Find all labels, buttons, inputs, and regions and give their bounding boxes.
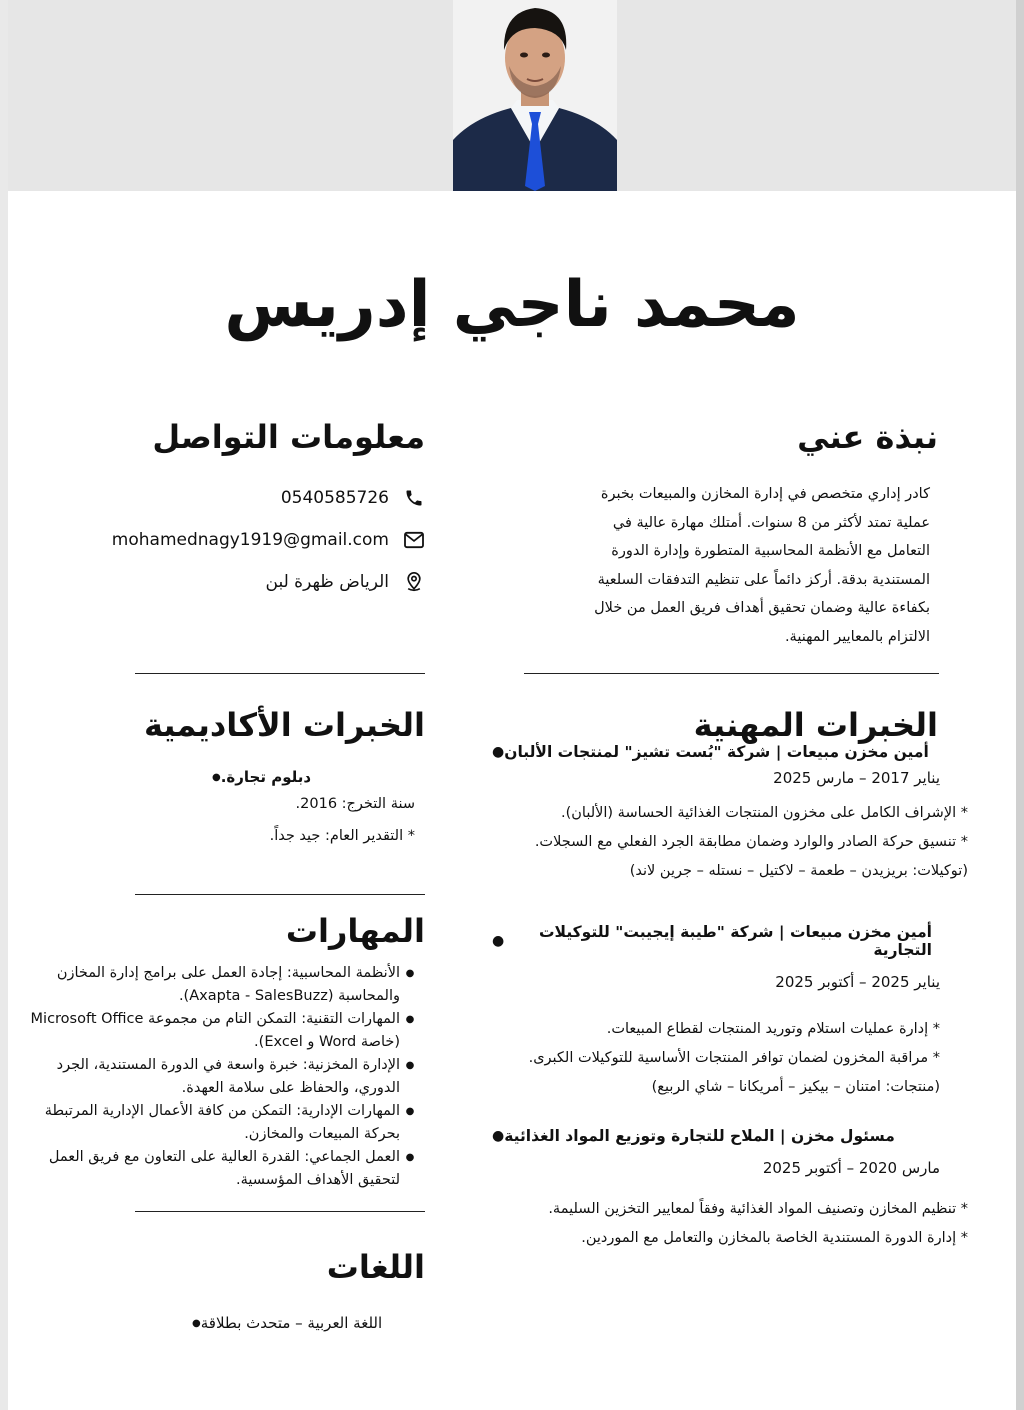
divider <box>135 894 425 895</box>
job-date: مارس 2020 – أكتوبر 2025 <box>762 1159 940 1177</box>
job-bullet: * تنظيم المخازن وتصنيف المواد الغذائية وفقاً لمعايير التخزين السليمة. <box>548 1201 968 1217</box>
skill-item: ● العمل الجماعي: القدرة العالية على التعاون مع فريق العمل لتحقيق الأهداف المؤسسية. <box>48 1149 415 1188</box>
about-line: بكفاءة عالية وضمان تحقيق أهداف فريق العمل من خلال <box>594 600 930 616</box>
job-entry <box>480 923 940 1102</box>
page-edge <box>1016 0 1024 1410</box>
job-bullets <box>480 799 968 886</box>
job-date: يناير 2025 – أكتوبر 2025 <box>775 973 940 991</box>
job-bullets <box>480 1015 940 1102</box>
about-title: نبذة عني <box>797 418 938 456</box>
education-entry <box>200 768 415 844</box>
job-bullet: * الإشراف الكامل على مخزون المنتجات الغذائية الحساسة (الألبان). <box>560 805 968 821</box>
about-line: كادر إداري متخصص في إدارة المخازن والمبيعات بخبرة <box>600 486 930 502</box>
location-pin-icon <box>403 571 425 593</box>
about-line: التعامل مع الأنظمة المحاسبية المتطورة وإدارة الدورة <box>611 543 930 559</box>
skill-item: ● الإدارة المخزنية: خبرة واسعة في الدورة المستندية، الجرد الدوري، والحفاظ على سلامة العهدة. <box>56 1057 415 1096</box>
envelope-icon <box>403 529 425 551</box>
skill-item: ● المهارات الإدارية: التمكن من كافة الأعمال الإدارية المرتبطة بحركة المبيعات والمخازن. <box>44 1103 415 1142</box>
location-text: الرياض ظهرة لبن <box>265 572 389 592</box>
profile-photo <box>453 0 617 191</box>
about-line: الالتزام بالمعايير المهنية. <box>784 628 930 645</box>
skill-item: ● الأنظمة المحاسبية: إجادة العمل على برامج إدارة المخازن والمحاسبة (Axapta - SalesBuzz). <box>56 965 415 1004</box>
contact-phone[interactable] <box>100 485 425 511</box>
job-entry <box>480 743 968 886</box>
contact-email[interactable] <box>100 527 425 553</box>
language-item: ● اللغة العربية – متحدث بطلاقة <box>192 1314 383 1332</box>
experience-title: الخبرات المهنية <box>693 706 938 744</box>
phone-number: 0540585726 <box>280 488 389 508</box>
job-bullet: (توكيلات: بريزيدن – طعمة – لاكتيل – نستله – جرين لاند) <box>629 863 968 879</box>
skills-list <box>20 962 420 1192</box>
education-title: الخبرات الأكاديمية <box>143 706 425 744</box>
degree: ● دبلوم تجارة. <box>212 768 312 786</box>
divider <box>135 1211 425 1212</box>
about-line: عملية تمتد لأكثر من 8 سنوات. أمتلك مهارة عالية في <box>612 514 930 531</box>
skill-item: ● المهارات التقنية: التمكن التام من مجموعة Microsoft Office (خاصة Word و Excel). <box>30 1011 415 1050</box>
grade: * التقدير العام: جيد جداً. <box>269 828 415 844</box>
job-title: ● مسئول مخزن | الملاح للتجارة وتوزيع المواد الغذائية <box>492 1127 895 1145</box>
job-bullet: * إدارة الدورة المستندية الخاصة بالمخازن والتعامل مع الموردين. <box>581 1230 968 1246</box>
email-address: mohamednagy1919@gmail.com <box>111 530 389 550</box>
graduation-year: سنة التخرج: 2016. <box>295 796 415 812</box>
job-bullet: * تنسيق حركة الصادر والوارد وضمان مطابقة الجرد الفعلي مع السجلات. <box>534 834 968 850</box>
job-title: ● أمين مخزن مبيعات | شركة "طيبة إيجيبت" للتوكيلات التجارية <box>492 923 932 959</box>
job-title: ● أمين مخزن مبيعات | شركة "بُست تشيز" لمنتجات الألبان <box>492 743 929 761</box>
job-bullets <box>480 1195 968 1253</box>
job-bullet: * مراقبة المخزون لضمان توافر المنتجات الأساسية للتوكيلات الكبرى. <box>528 1050 940 1066</box>
phone-icon <box>403 487 425 509</box>
divider <box>524 673 939 674</box>
candidate-name: محمد ناجي إدريس <box>224 268 800 342</box>
about-text <box>548 480 930 651</box>
job-bullet: (منتجات: امتنان – بيكيز – أمريكانا – شاي الربيع) <box>651 1079 940 1095</box>
skills-title: المهارات <box>285 912 425 950</box>
divider <box>135 673 425 674</box>
job-date: يناير 2017 – مارس 2025 <box>773 769 940 787</box>
contact-title: معلومات التواصل <box>152 418 425 456</box>
languages-title: اللغات <box>326 1248 425 1286</box>
job-entry <box>480 1127 968 1253</box>
job-bullet: * إدارة عمليات استلام وتوريد المنتجات لقطاع المبيعات. <box>606 1021 940 1037</box>
contact-location <box>100 569 425 595</box>
about-line: المستندية بدقة. أركز دائماً على تنظيم التدفقات السلعية <box>597 571 930 588</box>
